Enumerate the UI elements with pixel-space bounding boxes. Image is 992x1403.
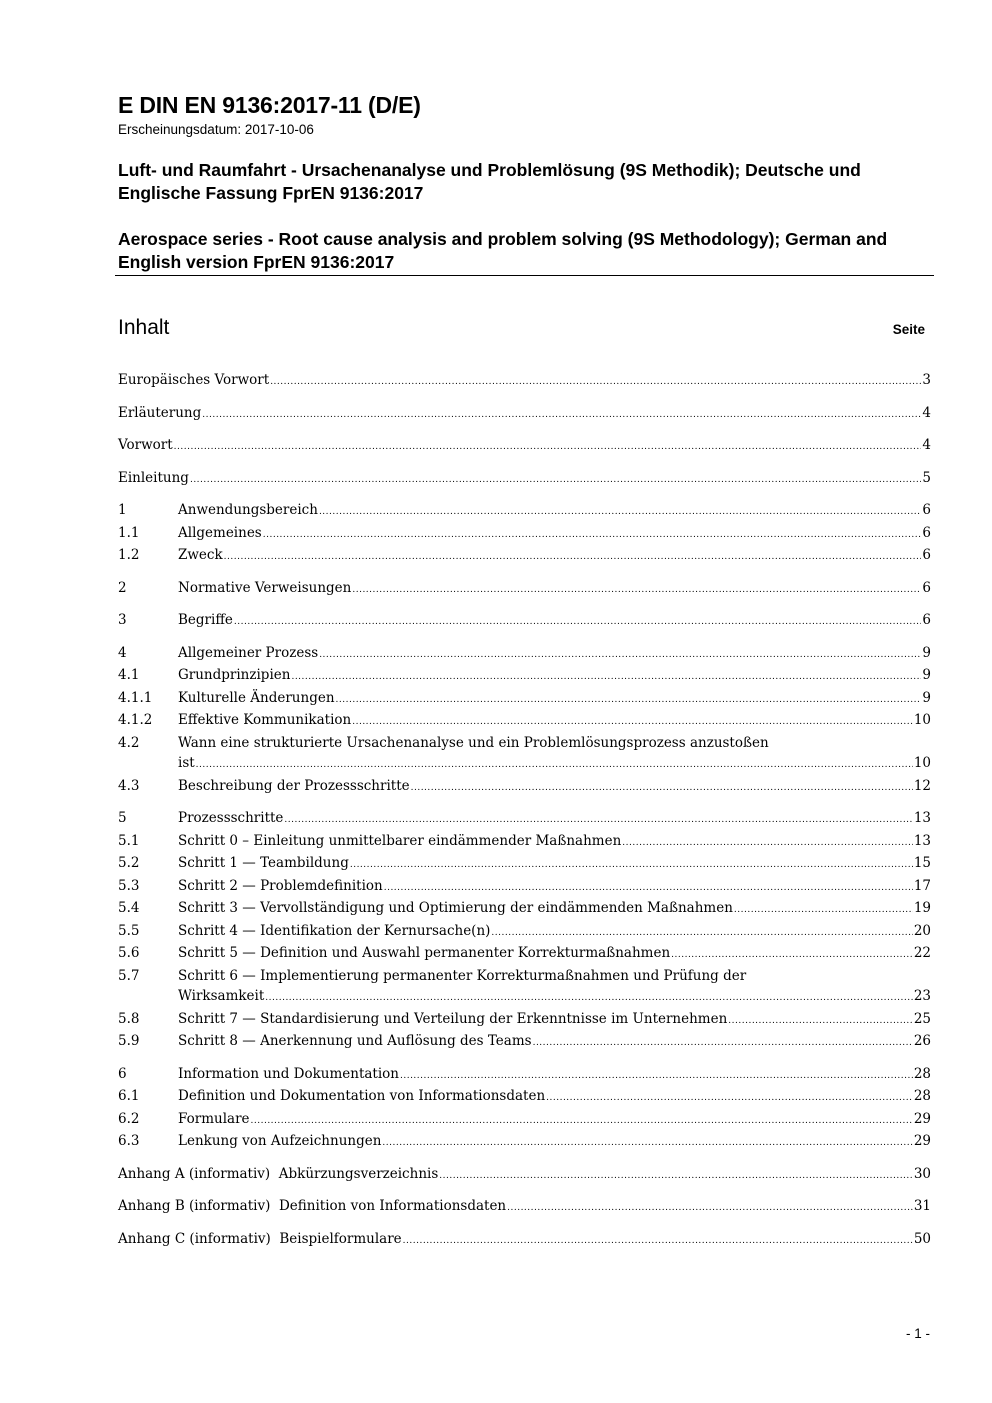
toc-entry-page: 6 [922,502,931,518]
toc-entry[interactable] [118,853,931,876]
toc-entry-page: 23 [913,988,931,1004]
toc-entry[interactable] [118,898,931,921]
toc-entry-title: Schritt 3 — Vervollständigung und Optimierung der eindämmenden Maßnahmen [178,900,733,916]
toc-entry-page: 9 [922,644,931,661]
toc-entry-page: 10 [913,712,931,728]
toc-page-label: Seite [892,322,925,337]
page-number: - 1 - [905,1326,930,1341]
toc-leader-dots [190,468,921,491]
toc-leader-dots [491,921,912,944]
toc-entry-number: 6.2 [118,1110,140,1127]
toc-leader-dots [263,523,922,546]
toc-entry-page: 20 [913,922,931,939]
toc-leader-dots [224,545,922,568]
toc-entry[interactable] [118,921,931,944]
toc-entry[interactable] [118,523,931,546]
publication-date: Erscheinungsdatum: 2017-10-06 [118,122,314,137]
toc-entry[interactable] [118,966,931,987]
toc-entry-title: Allgemeiner Prozess [178,644,319,661]
toc-leader-dots [319,643,921,666]
toc-entry[interactable] [118,1031,931,1054]
toc-entry-page: 29 [913,1110,931,1127]
toc-entry-page: 6 [922,547,931,563]
toc-entry[interactable] [118,468,931,491]
toc-heading: Inhalt [118,316,170,339]
toc-entry[interactable] [118,403,931,426]
toc-entry-number: 1.1 [118,524,140,541]
toc-leader-dots [284,808,912,831]
toc-entry-page: 6 [922,524,931,541]
toc-entry-page: 4 [922,437,931,453]
toc-leader-dots [411,776,913,799]
toc-entry-title: Schritt 7 — Standardisierung und Verteilung der Erkenntnisse im Unternehmen [178,1010,728,1027]
toc-entry-title: Schritt 4 — Identifikation der Kernursache(n) [178,922,491,939]
toc-entry[interactable] [118,500,931,523]
toc-entry-number: 4.3 [118,777,140,794]
toc-leader-dots [384,876,913,899]
toc-entry-title: Anhang B (informativ) Definition von Informationsdaten [118,1198,507,1214]
toc-entry[interactable] [118,643,931,666]
toc-entry-number: 5.4 [118,900,140,916]
toc-entry-page: 28 [913,1088,931,1104]
toc-entry[interactable] [118,1109,931,1132]
toc-entry-title: Definition und Dokumentation von Informationsdaten [178,1088,546,1104]
toc-entry[interactable] [118,688,931,711]
toc-entry-page: 30 [913,1165,931,1182]
toc-entry-title: Schritt 6 — Implementierung permanenter Korrekturmaßnahmen und Prüfung der [178,967,747,984]
toc-entry-page: 17 [913,877,931,894]
toc-entry-continuation[interactable] [118,986,931,1009]
toc-entry-number: 6.3 [118,1133,140,1149]
toc-entry-number: 5.1 [118,832,140,849]
toc-leader-dots [533,1031,913,1054]
toc-entry[interactable] [118,665,931,688]
toc-entry-page: 13 [913,832,931,849]
toc-entry[interactable] [118,370,931,393]
toc-leader-dots [546,1086,913,1109]
toc-entry-page: 12 [913,777,931,794]
toc-entry-page: 22 [913,945,931,961]
toc-entry[interactable] [118,1086,931,1109]
toc-leader-dots [352,710,913,733]
toc-entry[interactable] [118,831,931,854]
toc-entry[interactable] [118,710,931,733]
toc-entry-number: 5.9 [118,1033,140,1049]
toc-entry-title: Zweck [178,547,223,563]
toc-entry-page: 13 [913,810,931,826]
toc-entry-number: 5.2 [118,855,140,871]
toc-entry-title-continued: Wirksamkeit [178,988,265,1004]
toc-leader-dots [403,1229,913,1252]
toc-entry-page: 9 [922,667,931,683]
toc-entry[interactable] [118,545,931,568]
toc-leader-dots [291,665,921,688]
toc-entry[interactable] [118,776,931,799]
toc-entry-title: Normative Verweisungen [178,579,352,596]
toc-entry[interactable] [118,733,931,754]
toc-entry-number: 5.3 [118,877,140,894]
toc-entry[interactable] [118,1196,931,1219]
toc-entry-page: 5 [922,469,931,486]
toc-entry-title: Schritt 0 – Einleitung unmittelbarer eindämmender Maßnahmen [178,832,622,849]
toc-entry-page: 4 [922,404,931,421]
toc-entry-title: Europäisches Vorwort [118,372,270,388]
toc-entry[interactable] [118,943,931,966]
table-of-contents [118,370,931,1251]
toc-entry-number: 5.5 [118,922,140,939]
toc-entry-number: 4.1 [118,667,140,683]
toc-entry-title: Begriffe [178,612,233,628]
toc-entry-number: 4.2 [118,734,140,751]
toc-entry-title: Vorwort [118,437,173,453]
toc-leader-dots [400,1064,913,1087]
toc-entry-title: Effektive Kommunikation [178,712,352,728]
toc-entry[interactable] [118,1064,931,1087]
document-id: E DIN EN 9136:2017-11 (D/E) [118,92,421,118]
toc-leader-dots [352,578,921,601]
toc-entry-title: Grundprinzipien [178,667,291,683]
toc-entry-page: 25 [913,1010,931,1027]
toc-entry-title: Wann eine strukturierte Ursachenanalyse und ein Problemlösungsprozess anzustoßen [178,734,769,751]
toc-leader-dots [382,1131,912,1154]
toc-entry-title: Information und Dokumentation [178,1065,399,1082]
toc-entry-continuation[interactable] [118,753,931,776]
toc-entry-number: 5.8 [118,1010,140,1027]
toc-entry-title: Anhang A (informativ) Abkürzungsverzeichnis [118,1165,439,1182]
toc-leader-dots [336,688,922,711]
toc-entry-title: Allgemeines [178,524,262,541]
toc-entry-number: 5.7 [118,967,140,984]
toc-entry-title: Einleitung [118,469,189,486]
toc-entry-page: 29 [913,1133,931,1149]
toc-leader-dots [265,986,913,1009]
toc-entry[interactable] [118,578,931,601]
toc-entry-page: 9 [922,689,931,706]
toc-entry-title: Kulturelle Änderungen [178,689,335,706]
toc-entry[interactable] [118,1164,931,1187]
toc-entry-title: Beschreibung der Prozessschritte [178,777,410,794]
toc-entry-number: 4 [118,644,127,661]
toc-entry-page: 31 [913,1198,931,1214]
toc-leader-dots [202,403,921,426]
toc-entry-number: 4.1.2 [118,712,153,728]
toc-leader-dots [350,853,913,876]
toc-entry-page: 28 [913,1065,931,1082]
toc-leader-dots [319,500,921,523]
toc-leader-dots [507,1196,913,1219]
toc-leader-dots [622,831,913,854]
toc-entry-title: Anwendungsbereich [178,502,318,518]
toc-entry-number: 2 [118,579,127,596]
toc-entry-page: 10 [913,755,931,771]
toc-entry-number: 5 [118,810,127,826]
toc-entry-title: Schritt 1 — Teambildung [178,855,349,871]
toc-leader-dots [439,1164,913,1187]
toc-entry[interactable] [118,808,931,831]
toc-leader-dots [728,1009,913,1032]
toc-entry-number: 6.1 [118,1088,140,1104]
toc-entry-number: 3 [118,612,127,628]
toc-entry-title: Anhang C (informativ) Beispielformulare [118,1230,402,1247]
toc-leader-dots [270,370,921,393]
toc-entry-number: 5.6 [118,945,140,961]
toc-entry-title: Schritt 5 — Definition und Auswahl permanenter Korrekturmaßnahmen [178,945,671,961]
toc-leader-dots [196,753,913,776]
toc-entry-number: 1.2 [118,547,140,563]
toc-leader-dots [251,1109,913,1132]
toc-leader-dots [671,943,913,966]
toc-entry-page: 6 [922,579,931,596]
title-german: Luft- und Raumfahrt - Ursachenanalyse und Problemlösung (9S Methodik); Deutsche und Englische Fassung FprEN 9136:2017 [118,160,861,203]
toc-entry-page: 26 [913,1033,931,1049]
toc-entry-page: 6 [922,612,931,628]
toc-entry[interactable] [118,1131,931,1154]
toc-entry-title: Erläuterung [118,404,202,421]
toc-entry-title: Schritt 2 — Problemdefinition [178,877,383,894]
toc-entry-page: 15 [913,855,931,871]
toc-entry-title-continued: ist [178,755,195,771]
toc-leader-dots [234,610,922,633]
toc-entry-title: Prozessschritte [178,810,284,826]
title-divider [115,275,934,276]
toc-leader-dots [734,898,913,921]
toc-entry[interactable] [118,1229,931,1252]
toc-entry-page: 3 [922,372,931,388]
toc-entry[interactable] [118,610,931,633]
toc-entry-number: 6 [118,1065,127,1082]
toc-entry-page: 50 [913,1230,931,1247]
toc-entry-number: 1 [118,502,127,518]
toc-entry-title: Lenkung von Aufzeichnungen [178,1133,382,1149]
toc-entry[interactable] [118,435,931,458]
toc-entry-page: 19 [913,900,931,916]
toc-leader-dots [174,435,922,458]
toc-entry[interactable] [118,1009,931,1032]
title-english: Aerospace series - Root cause analysis and problem solving (9S Methodology); German and English version FprEN 9136:2017 [118,229,888,272]
toc-entry-number: 4.1.1 [118,689,153,706]
toc-entry-title: Schritt 8 — Anerkennung und Auflösung des Teams [178,1033,532,1049]
toc-entry[interactable] [118,876,931,899]
toc-entry-title: Formulare [178,1110,250,1127]
